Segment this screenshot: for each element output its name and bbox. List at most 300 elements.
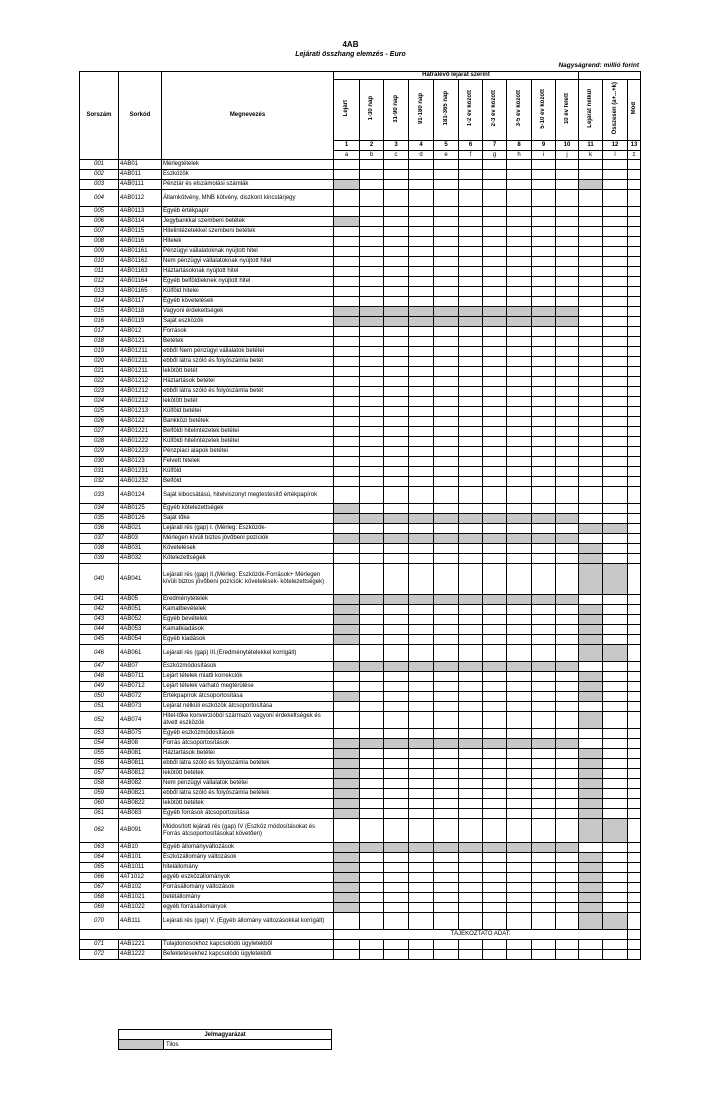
- data-cell[interactable]: [579, 397, 603, 407]
- data-cell[interactable]: [384, 357, 409, 367]
- data-cell[interactable]: [434, 327, 459, 337]
- data-cell[interactable]: [409, 180, 434, 190]
- data-cell[interactable]: [384, 950, 409, 960]
- data-cell[interactable]: [334, 843, 360, 853]
- data-cell[interactable]: [628, 277, 641, 287]
- data-cell[interactable]: [556, 427, 579, 437]
- data-cell[interactable]: [434, 287, 459, 297]
- data-cell[interactable]: [532, 605, 556, 615]
- data-cell[interactable]: [556, 605, 579, 615]
- data-cell[interactable]: [603, 367, 628, 377]
- data-cell[interactable]: [459, 692, 483, 702]
- data-cell[interactable]: [360, 524, 384, 534]
- data-cell[interactable]: [434, 514, 459, 524]
- data-cell[interactable]: [532, 789, 556, 799]
- data-cell[interactable]: [409, 207, 434, 217]
- data-cell[interactable]: [483, 257, 507, 267]
- data-cell[interactable]: [579, 940, 603, 950]
- data-cell[interactable]: [483, 789, 507, 799]
- data-cell[interactable]: [334, 207, 360, 217]
- data-cell[interactable]: [603, 692, 628, 702]
- data-cell[interactable]: [603, 437, 628, 447]
- data-cell[interactable]: [507, 504, 532, 514]
- data-cell[interactable]: [434, 692, 459, 702]
- data-cell[interactable]: [459, 467, 483, 477]
- data-cell[interactable]: [603, 227, 628, 237]
- data-cell[interactable]: [334, 217, 360, 227]
- data-cell[interactable]: [334, 645, 360, 662]
- data-cell[interactable]: [434, 950, 459, 960]
- data-cell[interactable]: [459, 903, 483, 913]
- data-cell[interactable]: [507, 809, 532, 819]
- data-cell[interactable]: [532, 940, 556, 950]
- data-cell[interactable]: [532, 347, 556, 357]
- data-cell[interactable]: [483, 514, 507, 524]
- data-cell[interactable]: [360, 487, 384, 504]
- data-cell[interactable]: [384, 534, 409, 544]
- data-cell[interactable]: [507, 514, 532, 524]
- data-cell[interactable]: [628, 257, 641, 267]
- data-cell[interactable]: [384, 789, 409, 799]
- data-cell[interactable]: [434, 387, 459, 397]
- data-cell[interactable]: [603, 160, 628, 170]
- data-cell[interactable]: [459, 207, 483, 217]
- data-cell[interactable]: [334, 769, 360, 779]
- data-cell[interactable]: [459, 799, 483, 809]
- data-cell[interactable]: [603, 863, 628, 873]
- data-cell[interactable]: [579, 672, 603, 682]
- data-cell[interactable]: [532, 247, 556, 257]
- data-cell[interactable]: [459, 190, 483, 207]
- data-cell[interactable]: [483, 504, 507, 514]
- data-cell[interactable]: [532, 307, 556, 317]
- data-cell[interactable]: [409, 662, 434, 672]
- data-cell[interactable]: [532, 160, 556, 170]
- data-cell[interactable]: [384, 207, 409, 217]
- data-cell[interactable]: [579, 712, 603, 729]
- data-cell[interactable]: [360, 514, 384, 524]
- data-cell[interactable]: [434, 190, 459, 207]
- data-cell[interactable]: [532, 337, 556, 347]
- data-cell[interactable]: [603, 237, 628, 247]
- data-cell[interactable]: [459, 883, 483, 893]
- data-cell[interactable]: [459, 712, 483, 729]
- data-cell[interactable]: [603, 702, 628, 712]
- data-cell[interactable]: [603, 247, 628, 257]
- data-cell[interactable]: [628, 759, 641, 769]
- data-cell[interactable]: [409, 873, 434, 883]
- data-cell[interactable]: [409, 170, 434, 180]
- data-cell[interactable]: [579, 307, 603, 317]
- data-cell[interactable]: [360, 407, 384, 417]
- data-cell[interactable]: [628, 702, 641, 712]
- data-cell[interactable]: [532, 467, 556, 477]
- data-cell[interactable]: [532, 739, 556, 749]
- data-cell[interactable]: [507, 367, 532, 377]
- data-cell[interactable]: [579, 635, 603, 645]
- data-cell[interactable]: [628, 950, 641, 960]
- data-cell[interactable]: [334, 180, 360, 190]
- data-cell[interactable]: [603, 615, 628, 625]
- data-cell[interactable]: [603, 534, 628, 544]
- data-cell[interactable]: [360, 799, 384, 809]
- data-cell[interactable]: [334, 789, 360, 799]
- data-cell[interactable]: [434, 615, 459, 625]
- data-cell[interactable]: [507, 605, 532, 615]
- data-cell[interactable]: [409, 595, 434, 605]
- data-cell[interactable]: [334, 809, 360, 819]
- data-cell[interactable]: [556, 749, 579, 759]
- data-cell[interactable]: [360, 357, 384, 367]
- data-cell[interactable]: [483, 702, 507, 712]
- data-cell[interactable]: [360, 367, 384, 377]
- data-cell[interactable]: [360, 672, 384, 682]
- data-cell[interactable]: [459, 759, 483, 769]
- data-cell[interactable]: [409, 605, 434, 615]
- data-cell[interactable]: [483, 615, 507, 625]
- data-cell[interactable]: [507, 789, 532, 799]
- data-cell[interactable]: [579, 377, 603, 387]
- data-cell[interactable]: [507, 267, 532, 277]
- data-cell[interactable]: [603, 524, 628, 534]
- data-cell[interactable]: [384, 437, 409, 447]
- data-cell[interactable]: [532, 297, 556, 307]
- data-cell[interactable]: [384, 702, 409, 712]
- data-cell[interactable]: [603, 387, 628, 397]
- data-cell[interactable]: [334, 437, 360, 447]
- data-cell[interactable]: [579, 595, 603, 605]
- data-cell[interactable]: [334, 940, 360, 950]
- data-cell[interactable]: [360, 554, 384, 564]
- data-cell[interactable]: [556, 504, 579, 514]
- data-cell[interactable]: [483, 180, 507, 190]
- data-cell[interactable]: [434, 477, 459, 487]
- data-cell[interactable]: [334, 883, 360, 893]
- data-cell[interactable]: [483, 524, 507, 534]
- data-cell[interactable]: [334, 327, 360, 337]
- data-cell[interactable]: [434, 447, 459, 457]
- data-cell[interactable]: [434, 843, 459, 853]
- data-cell[interactable]: [507, 257, 532, 267]
- data-cell[interactable]: [459, 407, 483, 417]
- data-cell[interactable]: [409, 682, 434, 692]
- data-cell[interactable]: [603, 893, 628, 903]
- data-cell[interactable]: [507, 237, 532, 247]
- data-cell[interactable]: [334, 247, 360, 257]
- data-cell[interactable]: [409, 729, 434, 739]
- data-cell[interactable]: [334, 759, 360, 769]
- data-cell[interactable]: [409, 190, 434, 207]
- data-cell[interactable]: [603, 417, 628, 427]
- data-cell[interactable]: [628, 514, 641, 524]
- data-cell[interactable]: [628, 170, 641, 180]
- data-cell[interactable]: [409, 317, 434, 327]
- data-cell[interactable]: [579, 504, 603, 514]
- data-cell[interactable]: [409, 544, 434, 554]
- data-cell[interactable]: [459, 160, 483, 170]
- data-cell[interactable]: [360, 615, 384, 625]
- data-cell[interactable]: [483, 457, 507, 467]
- data-cell[interactable]: [507, 625, 532, 635]
- data-cell[interactable]: [556, 477, 579, 487]
- data-cell[interactable]: [628, 317, 641, 327]
- data-cell[interactable]: [384, 940, 409, 950]
- data-cell[interactable]: [483, 903, 507, 913]
- data-cell[interactable]: [360, 605, 384, 615]
- data-cell[interactable]: [483, 729, 507, 739]
- data-cell[interactable]: [507, 337, 532, 347]
- data-cell[interactable]: [483, 605, 507, 615]
- data-cell[interactable]: [334, 160, 360, 170]
- data-cell[interactable]: [603, 749, 628, 759]
- data-cell[interactable]: [360, 903, 384, 913]
- data-cell[interactable]: [507, 327, 532, 337]
- data-cell[interactable]: [556, 739, 579, 749]
- data-cell[interactable]: [434, 247, 459, 257]
- data-cell[interactable]: [384, 893, 409, 903]
- data-cell[interactable]: [434, 672, 459, 682]
- data-cell[interactable]: [459, 749, 483, 759]
- data-cell[interactable]: [360, 257, 384, 267]
- data-cell[interactable]: [603, 357, 628, 367]
- data-cell[interactable]: [360, 160, 384, 170]
- data-cell[interactable]: [459, 615, 483, 625]
- data-cell[interactable]: [334, 427, 360, 437]
- data-cell[interactable]: [483, 853, 507, 863]
- data-cell[interactable]: [532, 437, 556, 447]
- data-cell[interactable]: [384, 564, 409, 595]
- data-cell[interactable]: [459, 267, 483, 277]
- data-cell[interactable]: [532, 170, 556, 180]
- data-cell[interactable]: [409, 457, 434, 467]
- data-cell[interactable]: [579, 819, 603, 843]
- data-cell[interactable]: [507, 863, 532, 873]
- data-cell[interactable]: [532, 672, 556, 682]
- data-cell[interactable]: [603, 564, 628, 595]
- data-cell[interactable]: [459, 635, 483, 645]
- data-cell[interactable]: [360, 564, 384, 595]
- data-cell[interactable]: [532, 819, 556, 843]
- data-cell[interactable]: [603, 170, 628, 180]
- data-cell[interactable]: [409, 277, 434, 287]
- data-cell[interactable]: [409, 799, 434, 809]
- data-cell[interactable]: [532, 387, 556, 397]
- data-cell[interactable]: [532, 645, 556, 662]
- data-cell[interactable]: [334, 237, 360, 247]
- data-cell[interactable]: [384, 487, 409, 504]
- data-cell[interactable]: [579, 873, 603, 883]
- data-cell[interactable]: [532, 779, 556, 789]
- data-cell[interactable]: [483, 554, 507, 564]
- data-cell[interactable]: [459, 297, 483, 307]
- data-cell[interactable]: [334, 913, 360, 930]
- data-cell[interactable]: [532, 277, 556, 287]
- data-cell[interactable]: [384, 504, 409, 514]
- data-cell[interactable]: [483, 397, 507, 407]
- data-cell[interactable]: [532, 729, 556, 739]
- data-cell[interactable]: [556, 417, 579, 427]
- data-cell[interactable]: [628, 819, 641, 843]
- data-cell[interactable]: [409, 437, 434, 447]
- data-cell[interactable]: [556, 317, 579, 327]
- data-cell[interactable]: [459, 504, 483, 514]
- data-cell[interactable]: [483, 217, 507, 227]
- data-cell[interactable]: [532, 564, 556, 595]
- data-cell[interactable]: [384, 257, 409, 267]
- data-cell[interactable]: [556, 554, 579, 564]
- data-cell[interactable]: [556, 487, 579, 504]
- data-cell[interactable]: [628, 477, 641, 487]
- data-cell[interactable]: [628, 367, 641, 377]
- data-cell[interactable]: [409, 487, 434, 504]
- data-cell[interactable]: [459, 544, 483, 554]
- data-cell[interactable]: [579, 544, 603, 554]
- data-cell[interactable]: [360, 337, 384, 347]
- data-cell[interactable]: [434, 682, 459, 692]
- data-cell[interactable]: [603, 207, 628, 217]
- data-cell[interactable]: [483, 662, 507, 672]
- data-cell[interactable]: [409, 297, 434, 307]
- data-cell[interactable]: [579, 645, 603, 662]
- data-cell[interactable]: [360, 287, 384, 297]
- data-cell[interactable]: [628, 534, 641, 544]
- data-cell[interactable]: [434, 367, 459, 377]
- data-cell[interactable]: [384, 712, 409, 729]
- data-cell[interactable]: [556, 819, 579, 843]
- data-cell[interactable]: [334, 635, 360, 645]
- data-cell[interactable]: [556, 893, 579, 903]
- data-cell[interactable]: [532, 457, 556, 467]
- data-cell[interactable]: [334, 504, 360, 514]
- data-cell[interactable]: [556, 903, 579, 913]
- data-cell[interactable]: [579, 605, 603, 615]
- data-cell[interactable]: [628, 712, 641, 729]
- data-cell[interactable]: [409, 357, 434, 367]
- data-cell[interactable]: [556, 237, 579, 247]
- data-cell[interactable]: [556, 564, 579, 595]
- data-cell[interactable]: [628, 625, 641, 635]
- data-cell[interactable]: [409, 692, 434, 702]
- data-cell[interactable]: [360, 809, 384, 819]
- data-cell[interactable]: [556, 534, 579, 544]
- data-cell[interactable]: [628, 487, 641, 504]
- data-cell[interactable]: [360, 759, 384, 769]
- data-cell[interactable]: [556, 645, 579, 662]
- data-cell[interactable]: [579, 759, 603, 769]
- data-cell[interactable]: [507, 377, 532, 387]
- data-cell[interactable]: [556, 447, 579, 457]
- data-cell[interactable]: [334, 534, 360, 544]
- data-cell[interactable]: [532, 477, 556, 487]
- data-cell[interactable]: [409, 779, 434, 789]
- data-cell[interactable]: [556, 883, 579, 893]
- data-cell[interactable]: [579, 190, 603, 207]
- data-cell[interactable]: [628, 190, 641, 207]
- data-cell[interactable]: [459, 180, 483, 190]
- data-cell[interactable]: [434, 662, 459, 672]
- data-cell[interactable]: [334, 729, 360, 739]
- data-cell[interactable]: [384, 662, 409, 672]
- data-cell[interactable]: [409, 227, 434, 237]
- data-cell[interactable]: [360, 217, 384, 227]
- data-cell[interactable]: [483, 190, 507, 207]
- data-cell[interactable]: [532, 843, 556, 853]
- data-cell[interactable]: [556, 873, 579, 883]
- data-cell[interactable]: [556, 692, 579, 702]
- data-cell[interactable]: [360, 387, 384, 397]
- data-cell[interactable]: [532, 487, 556, 504]
- data-cell[interactable]: [334, 367, 360, 377]
- data-cell[interactable]: [628, 217, 641, 227]
- data-cell[interactable]: [628, 207, 641, 217]
- data-cell[interactable]: [579, 903, 603, 913]
- data-cell[interactable]: [360, 950, 384, 960]
- data-cell[interactable]: [384, 317, 409, 327]
- data-cell[interactable]: [434, 749, 459, 759]
- data-cell[interactable]: [434, 940, 459, 950]
- data-cell[interactable]: [459, 337, 483, 347]
- data-cell[interactable]: [334, 564, 360, 595]
- data-cell[interactable]: [556, 799, 579, 809]
- data-cell[interactable]: [384, 447, 409, 457]
- data-cell[interactable]: [384, 427, 409, 437]
- data-cell[interactable]: [459, 397, 483, 407]
- data-cell[interactable]: [459, 357, 483, 367]
- data-cell[interactable]: [556, 913, 579, 930]
- data-cell[interactable]: [556, 702, 579, 712]
- data-cell[interactable]: [360, 347, 384, 357]
- data-cell[interactable]: [360, 190, 384, 207]
- data-cell[interactable]: [507, 544, 532, 554]
- data-cell[interactable]: [603, 544, 628, 554]
- data-cell[interactable]: [360, 397, 384, 407]
- data-cell[interactable]: [483, 287, 507, 297]
- data-cell[interactable]: [579, 749, 603, 759]
- data-cell[interactable]: [384, 819, 409, 843]
- data-cell[interactable]: [579, 950, 603, 960]
- data-cell[interactable]: [483, 682, 507, 692]
- data-cell[interactable]: [384, 605, 409, 615]
- data-cell[interactable]: [483, 170, 507, 180]
- data-cell[interactable]: [507, 277, 532, 287]
- data-cell[interactable]: [334, 625, 360, 635]
- data-cell[interactable]: [360, 940, 384, 950]
- data-cell[interactable]: [334, 873, 360, 883]
- data-cell[interactable]: [532, 749, 556, 759]
- data-cell[interactable]: [384, 237, 409, 247]
- data-cell[interactable]: [507, 437, 532, 447]
- data-cell[interactable]: [483, 437, 507, 447]
- data-cell[interactable]: [628, 457, 641, 467]
- data-cell[interactable]: [409, 160, 434, 170]
- data-cell[interactable]: [483, 799, 507, 809]
- data-cell[interactable]: [556, 853, 579, 863]
- data-cell[interactable]: [360, 427, 384, 437]
- data-cell[interactable]: [556, 217, 579, 227]
- data-cell[interactable]: [628, 447, 641, 457]
- data-cell[interactable]: [603, 940, 628, 950]
- data-cell[interactable]: [384, 297, 409, 307]
- data-cell[interactable]: [603, 317, 628, 327]
- data-cell[interactable]: [603, 327, 628, 337]
- data-cell[interactable]: [360, 662, 384, 672]
- data-cell[interactable]: [507, 487, 532, 504]
- data-cell[interactable]: [334, 257, 360, 267]
- data-cell[interactable]: [579, 247, 603, 257]
- data-cell[interactable]: [409, 625, 434, 635]
- data-cell[interactable]: [532, 913, 556, 930]
- data-cell[interactable]: [434, 337, 459, 347]
